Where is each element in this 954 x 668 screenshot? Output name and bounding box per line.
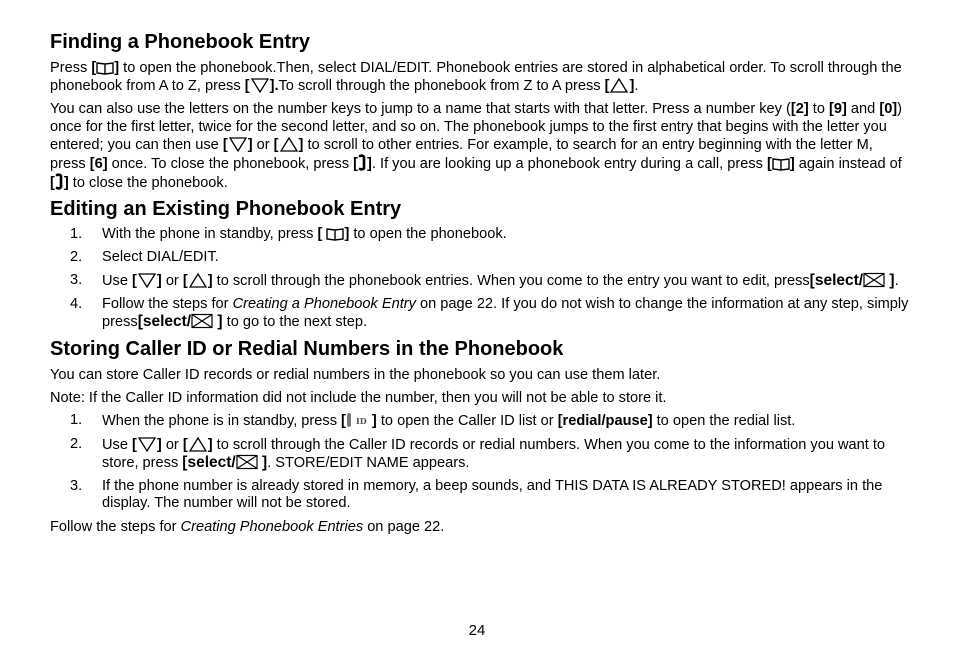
down-arrow-key-icon: [137, 272, 157, 288]
envelope-icon: [863, 272, 885, 288]
up-arrow-key-icon: [188, 436, 208, 452]
finding-para-1: Press [ ] to open the phonebook.Then, select DIAL/EDIT. Phonebook entries are stored in alphabetical order. To scroll through the phonebook from A to Z, press [ ].To scroll through the phonebook from Z to A press [ ].: [50, 60, 902, 94]
up-key: [ ]: [182, 273, 213, 289]
key-0: [0]: [879, 101, 898, 117]
select-key: [select/ ]: [182, 454, 268, 471]
xref-title: Creating a Phonebook Entry: [232, 296, 416, 312]
up-arrow-key-icon: [279, 136, 299, 152]
svg-text:ID: ID: [355, 416, 367, 426]
xref-title: Creating Phonebook Entries: [180, 519, 364, 535]
caller-id-key: [ ID ]: [341, 413, 377, 429]
end-call-key-icon: [358, 154, 367, 171]
phonebook-key: [ ]: [767, 156, 795, 172]
down-key: [ ]: [222, 137, 253, 153]
list-item: 3. If the phone number is already stored in memory, a beep sounds, and THIS DATA IS ALREADY STORED! appears in the display. The number will not be stored.: [70, 478, 883, 511]
up-key: [ ]: [182, 437, 213, 453]
key-6: [6]: [89, 156, 108, 172]
key-9: [9]: [829, 101, 847, 117]
editing-steps: [50, 226, 910, 331]
phonebook-key-icon: [96, 60, 114, 75]
storing-heading: Storing Caller ID or Redial Numbers in the Phonebook: [50, 338, 564, 360]
list-item: 1. When the phone is in standby, press [ ID ] to open the Caller ID list or [redial/pause] to open the redial list.: [70, 412, 796, 429]
up-arrow-key-icon: [609, 77, 629, 93]
storing-follow: Follow the steps for Creating Phonebook Entries on page 22.: [50, 519, 445, 535]
list-item: 2. Select DIAL/EDIT.: [70, 249, 219, 265]
up-key: [ ]: [273, 137, 304, 153]
down-key: [ ]: [132, 437, 162, 453]
down-arrow-key-icon: [137, 436, 157, 452]
select-key: [select/ ]: [137, 313, 223, 330]
editing-heading: Editing an Existing Phonebook Entry: [50, 198, 402, 220]
phonebook-key: [ ]: [317, 226, 350, 242]
storing-note: Note: If the Caller ID information did not include the number, then you will not be able to store it.: [50, 390, 667, 406]
down-key: [ ].: [244, 78, 279, 94]
end-key: [ ]: [50, 175, 69, 191]
finding-heading: Finding a Phonebook Entry: [50, 31, 310, 53]
redial-key: [redial/pause]: [557, 413, 653, 429]
phonebook-key-icon: [772, 156, 790, 171]
finding-para-2: You can also use the letters on the number keys to jump to a name that starts with that letter. Press a number key ([2] to [9] and [0]) once for the first letter, twice for the second letter, and so on. The phonebook jumps to the first entry that begins with the letter you entered; you can then use [ ] or [ ] to scroll to other entries. For example, to search for an entry beginning with the letter M, press [6] once. To close the phonebook, press [ ]. If you are looking up a phonebook entry during a call, press [ ] again instead of [ ] to close the phonebook.: [50, 101, 903, 191]
caller-id-key-icon: [346, 412, 372, 428]
up-arrow-key-icon: [188, 272, 208, 288]
envelope-icon: [236, 454, 258, 470]
down-arrow-key-icon: [250, 77, 270, 93]
list-item: 2. Use [ ] or [ ] to scroll through the Caller ID records or redial numbers. When you come to the information you want to store, press [select/ ]. STORE/EDIT NAME appears.: [70, 436, 886, 471]
end-call-key-icon: [55, 173, 64, 190]
envelope-icon: [191, 313, 213, 329]
phonebook-key: [ ]: [91, 60, 120, 76]
storing-steps: [50, 412, 910, 512]
phonebook-key-icon: [326, 226, 344, 241]
storing-para-1: You can store Caller ID records or redial numbers in the phonebook so you can use them later.: [50, 367, 661, 383]
end-key: [ ]: [353, 156, 372, 172]
manual-page: [50, 30, 910, 541]
down-arrow-key-icon: [228, 136, 248, 152]
list-item: 1. With the phone in standby, press [ ] to open the phonebook.: [70, 226, 507, 242]
list-item: 4. Follow the steps for Creating a Phonebook Entry on page 22. If you do not wish to change the information at any step, simply press[select/ ] to go to the next step.: [70, 296, 909, 330]
up-key: [ ]: [604, 78, 635, 94]
key-2: [2]: [790, 101, 809, 117]
list-item: 3. Use [ ] or [ ] to scroll through the phonebook entries. When you come to the entry you want to edit, press[select/ ].: [70, 272, 899, 289]
page-number: 24: [468, 622, 486, 639]
select-key: [select/ ]: [809, 272, 895, 289]
down-key: [ ]: [132, 273, 162, 289]
